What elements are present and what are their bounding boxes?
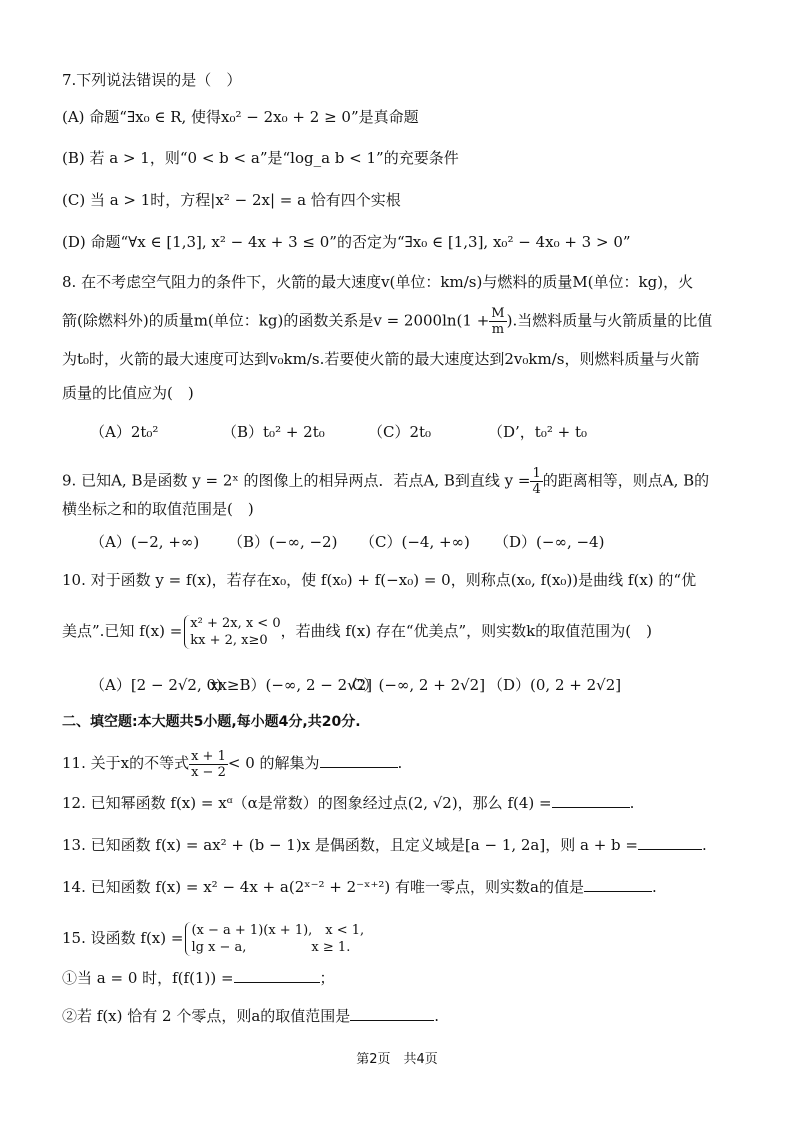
q9-option-b: （B）(−∞, −2) <box>228 533 338 551</box>
q15-sub2-text: ②若 f(x) 恰有 2 个零点，则a的取值范围是 <box>62 1007 351 1025</box>
q14-answer-blank[interactable] <box>584 876 652 892</box>
q7-option-b: (B) 若 a > 1，则“0 < b < a”是“log_a b < 1”的充要条件 <box>62 149 459 167</box>
q8-option-b: （B）t₀² + 2t₀ <box>222 423 325 441</box>
q12-line: 12. 已知幂函数 f(x) = xᵅ（α是常数）的图象经过点(2, √2)，那么 f(4) = . <box>62 794 635 812</box>
q12-answer-blank[interactable] <box>552 792 630 808</box>
q15-sub1-answer-blank[interactable] <box>234 967 320 983</box>
q8-frac-num: M <box>491 306 505 321</box>
q10-case2: kx + 2, x≥0 <box>190 633 268 648</box>
q10-piecewise <box>184 615 280 649</box>
q11-frac-den: x − 2 <box>191 764 226 780</box>
page-footer: 第2页 共4页 <box>356 1052 438 1067</box>
q8-frac-den: m <box>491 322 505 337</box>
q15-pre: 15. 设函数 f(x) = <box>62 929 184 947</box>
q13-pre: 13. 已知函数 f(x) = ax² + (b − 1)x 是偶函数，且定义域是[a − 1, 2a]，则 a + b = <box>62 836 638 854</box>
q14-pre: 14. 已知函数 f(x) = x² − 4x + a(2ˣ⁻² + 2⁻ˣ⁺²) 有唯一零点，则实数a的值是 <box>62 878 584 896</box>
q9-line1-post: 的距离相等，则点A, B的 <box>542 471 710 490</box>
q8-option-d: （D’，t₀² + t₀ <box>488 423 587 441</box>
q7-option-c: (C) 当 a > 1时，方程|x² − 2x| = a 恰有四个实根 <box>62 191 401 209</box>
q7-option-a: (A) 命题“∃x₀ ∈ R, 使得x₀² − 2x₀ + 2 ≥ 0”是真命题 <box>62 108 419 126</box>
q9-frac-den: 4 <box>532 482 541 497</box>
q15-sub2: ②若 f(x) 恰有 2 个零点，则a的取值范围是 . <box>62 1007 440 1025</box>
q10-option-b: xx≥B）(−∞, 2 − 2√2] <box>210 676 373 694</box>
q15-line <box>62 918 364 958</box>
q14-line: 14. 已知函数 f(x) = x² − 4x + a(2ˣ⁻² + 2⁻ˣ⁺²) 有唯一零点，则实数a的值是 . <box>62 878 657 896</box>
q9-line2: 横坐标之和的取值范围是( ) <box>62 500 254 518</box>
q7-option-d: (D) 命题“∀x ∈ [1,3], x² − 4x + 3 ≤ 0”的否定为“∃x₀ ∈ [1,3], x₀² − 4x₀ + 3 > 0” <box>62 233 631 251</box>
q10-line1: 10. 对于函数 y = f(x)，若存在x₀，使 f(x₀) + f(−x₀) = 0，则称点(x₀, f(x₀))是曲线 f(x) 的“优 <box>62 571 697 589</box>
q15-sub1: ①当 a = 0 时，f(f(1)) = ； <box>62 969 335 987</box>
q9-line1 <box>62 466 709 497</box>
q11-answer-blank[interactable] <box>320 752 398 768</box>
q11-pre: 11. 关于x的不等式 <box>62 754 190 772</box>
q8-line4: 质量的比值应为( ) <box>62 384 194 402</box>
q11-line: 11. 关于x的不等式 $\frac{x + 1}{x - 2}$ < 0 的解集为 . <box>62 748 403 780</box>
q8-line2-pre: 箭(除燃料外)的质量m(单位：kg)的函数关系是v = 2000ln(1 + <box>62 311 490 330</box>
q9-option-c: （C）(−4, +∞) <box>360 533 470 551</box>
q12-pre: 12. 已知幂函数 f(x) = xᵅ（α是常数）的图象经过点(2, √2)，那么 f(4) = <box>62 794 552 812</box>
q10-line2-pre: 美点”.已知 f(x) = <box>62 622 183 640</box>
q10-option-a: （A）[2 − 2√2, 0) <box>90 676 222 694</box>
q8-option-c: （C）2t₀ <box>368 423 432 441</box>
q10-case1: x² + 2x, x < 0 <box>190 616 281 631</box>
q10-line2 <box>62 613 652 649</box>
q11-fraction <box>189 749 228 780</box>
q15-sub1-text: ①当 a = 0 时，f(f(1)) = <box>62 969 234 987</box>
q11-frac-num: x + 1 <box>191 748 226 764</box>
q9-option-a: （A）(−2, +∞) <box>90 533 200 551</box>
q15-case1: (x − a + 1)(x + 1), x < 1, <box>191 923 365 938</box>
q7-stem: 7.下列说法错误的是（ ） <box>62 71 242 89</box>
q15-case2: lg x − a, x ≥ 1. <box>191 940 351 955</box>
q15-piecewise <box>185 922 364 956</box>
q13-line: 13. 已知函数 f(x) = ax² + (b − 1)x 是偶函数，且定义域是[a − 1, 2a]，则 a + b = . <box>62 836 707 854</box>
q10-line2-post: ，若曲线 f(x) 存在“优美点”，则实数k的取值范围为( ) <box>280 622 652 640</box>
q10-option-c: C）(−∞, 2 + 2√2] <box>352 676 486 694</box>
q8-line2 <box>62 306 712 337</box>
section-fill-in-title: 二、填空题:本大题共5小题,每小题4分,共20分. <box>62 714 361 730</box>
q9-frac-num: 1 <box>532 466 541 481</box>
q8-fraction <box>489 306 506 337</box>
q9-fraction <box>530 466 542 497</box>
q8-line2-post: ).当燃料质量与火箭质量的比值 <box>506 311 713 330</box>
q15-sub2-answer-blank[interactable] <box>350 1005 434 1021</box>
q8-option-a: （A）2t₀² <box>90 423 159 441</box>
q13-answer-blank[interactable] <box>638 834 702 850</box>
q11-post: < 0 的解集为 <box>227 754 320 772</box>
q10-option-d: （D）(0, 2 + 2√2] <box>488 676 622 694</box>
q9-option-d: （D）(−∞, −4) <box>494 533 605 551</box>
q8-line3: 为t₀时，火箭的最大速度可达到v₀km/s.若要使火箭的最大速度达到2v₀km/s，则燃料质量与火箭 <box>62 350 700 368</box>
q9-line1-pre: 9. 已知A, B是函数 y = 2ˣ 的图像上的相异两点．若点A, B到直线 y = <box>62 471 531 490</box>
q8-line1: 8. 在不考虑空气阻力的条件下，火箭的最大速度v(单位：km/s)与燃料的质量M(单位：kg)，火 <box>62 273 694 291</box>
